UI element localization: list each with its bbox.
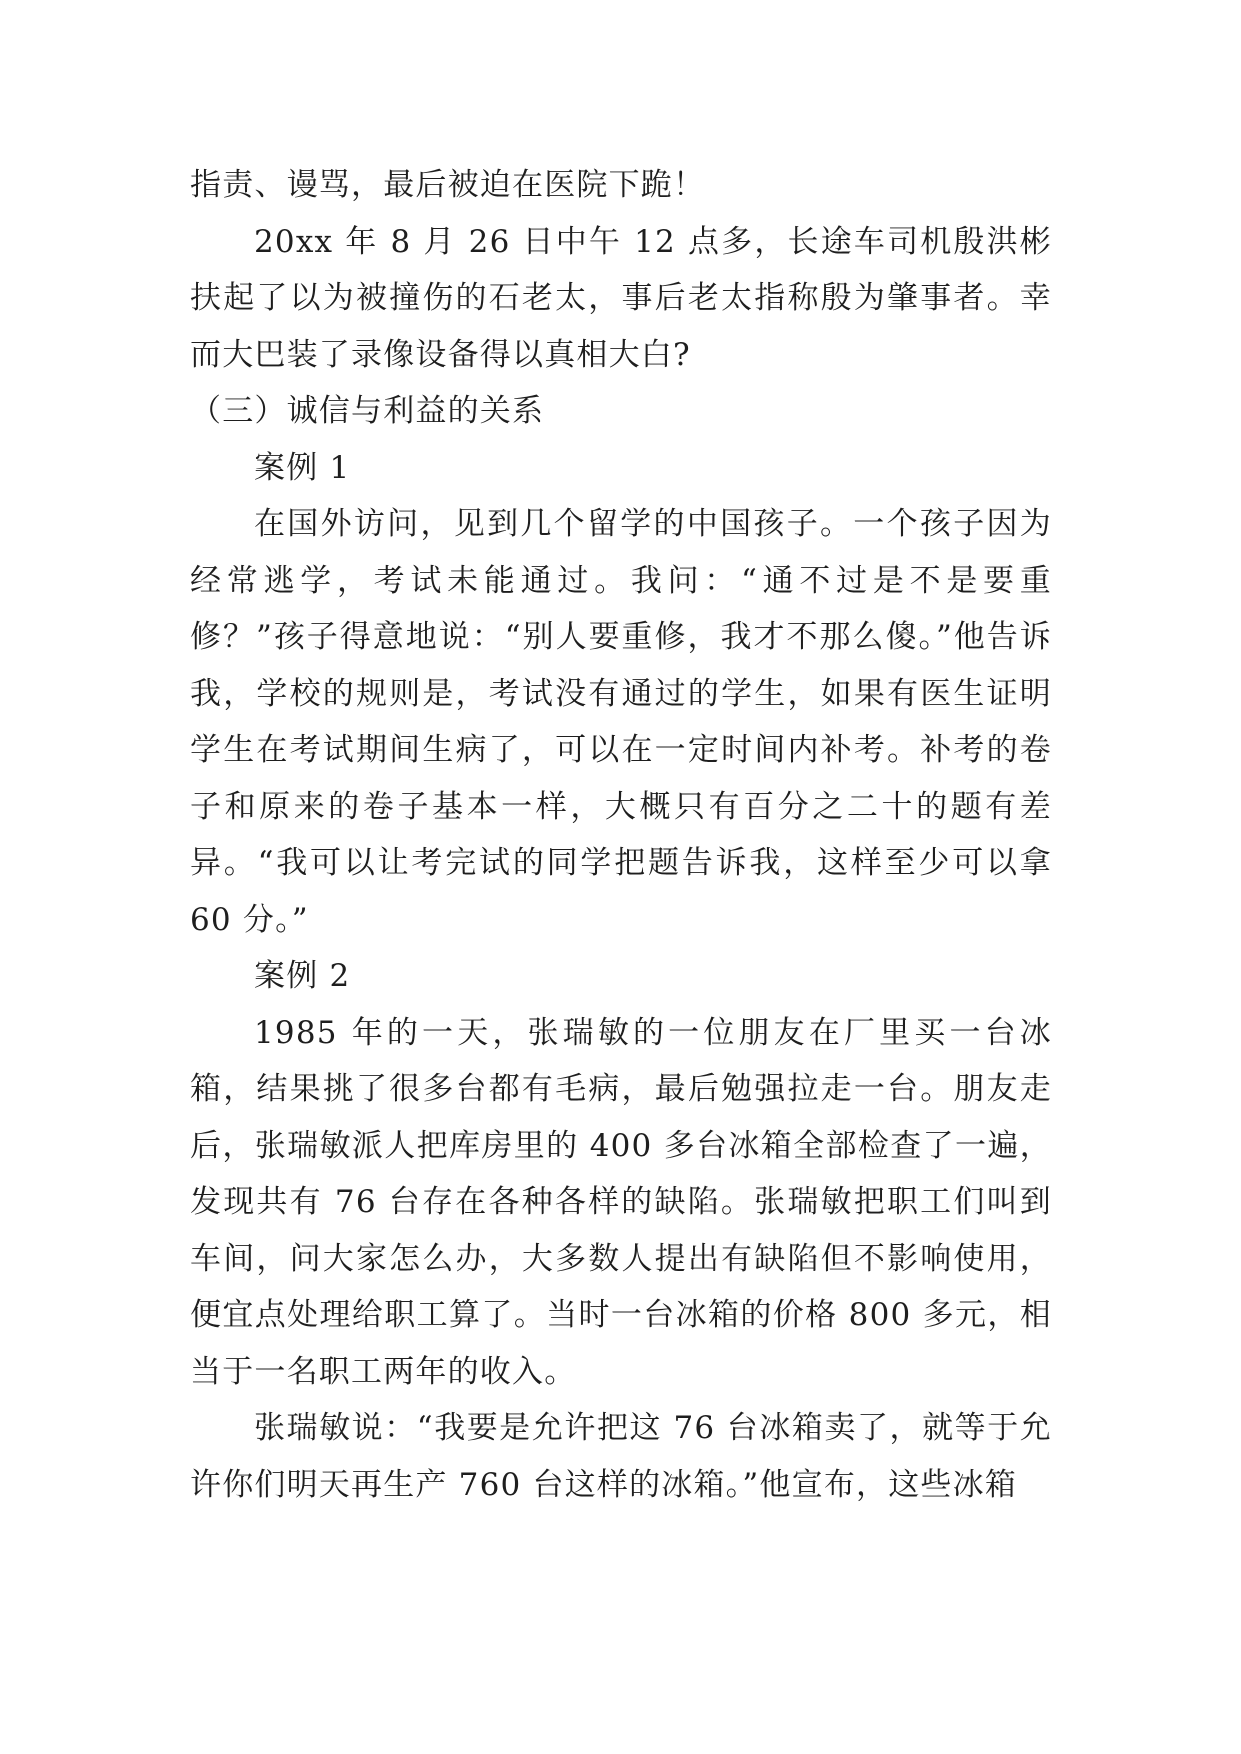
case-2-label: 案例 2 bbox=[254, 958, 351, 994]
case-1-label: 案例 1 bbox=[254, 449, 351, 486]
paragraph-case-1: 在国外访问，见到几个留学的中国孩子。一个孩子因为经常逃学，考试未能通过。我问：“通不过是不是要重修？”孩子得意地说：“别人要重修，我才不那么傻。”他告诉我，学校的规则是，考试没有通过的学生，如果有医生证明学生在考试期间生病了，可以在一定时间内补考。补考的卷子和原来的卷子基本一样，大概只有百分之二十的题有差异。“我可以让考完试的同学把题告诉我，这样至少可以拿 60 分。” bbox=[190, 506, 1052, 938]
section-heading: （三）诚信与利益的关系 bbox=[190, 393, 545, 429]
paragraph-continuation: 指责、谩骂，最后被迫在医院下跪！ bbox=[190, 167, 706, 203]
paragraph-case-2: 1985 年的一天，张瑞敏的一位朋友在厂里买一台冰箱，结果挑了很多台都有毛病，最后勉强拉走一台。朋友走后，张瑞敏派人把库房里的 400 多台冰箱全部检查了一遍，发现共有 76 台存在各种各样的缺陷。张瑞敏把职工们叫到车间，问大家怎么办，大多数人提出有缺陷但不影响使用，便宜点处理给职工算了。当时一台冰箱的价格 800 多元，相当于一名职工两年的收入。 bbox=[190, 1014, 1052, 1390]
paragraph-case-yin-hongbin: 20xx 年 8 月 26 日中午 12 点多，长途车司机殷洪彬扶起了以为被撞伤的石老太，事后老太指称殷为肇事者。幸而大巴装了录像设备得以真相大白? bbox=[190, 223, 1052, 373]
document-body bbox=[190, 157, 1052, 1513]
paragraph-case-2-quote: 张瑞敏说：“我要是允许把这 76 台冰箱卖了，就等于允许你们明天再生产 760 台这样的冰箱。”他宣布，这些冰箱 bbox=[190, 1410, 1052, 1503]
